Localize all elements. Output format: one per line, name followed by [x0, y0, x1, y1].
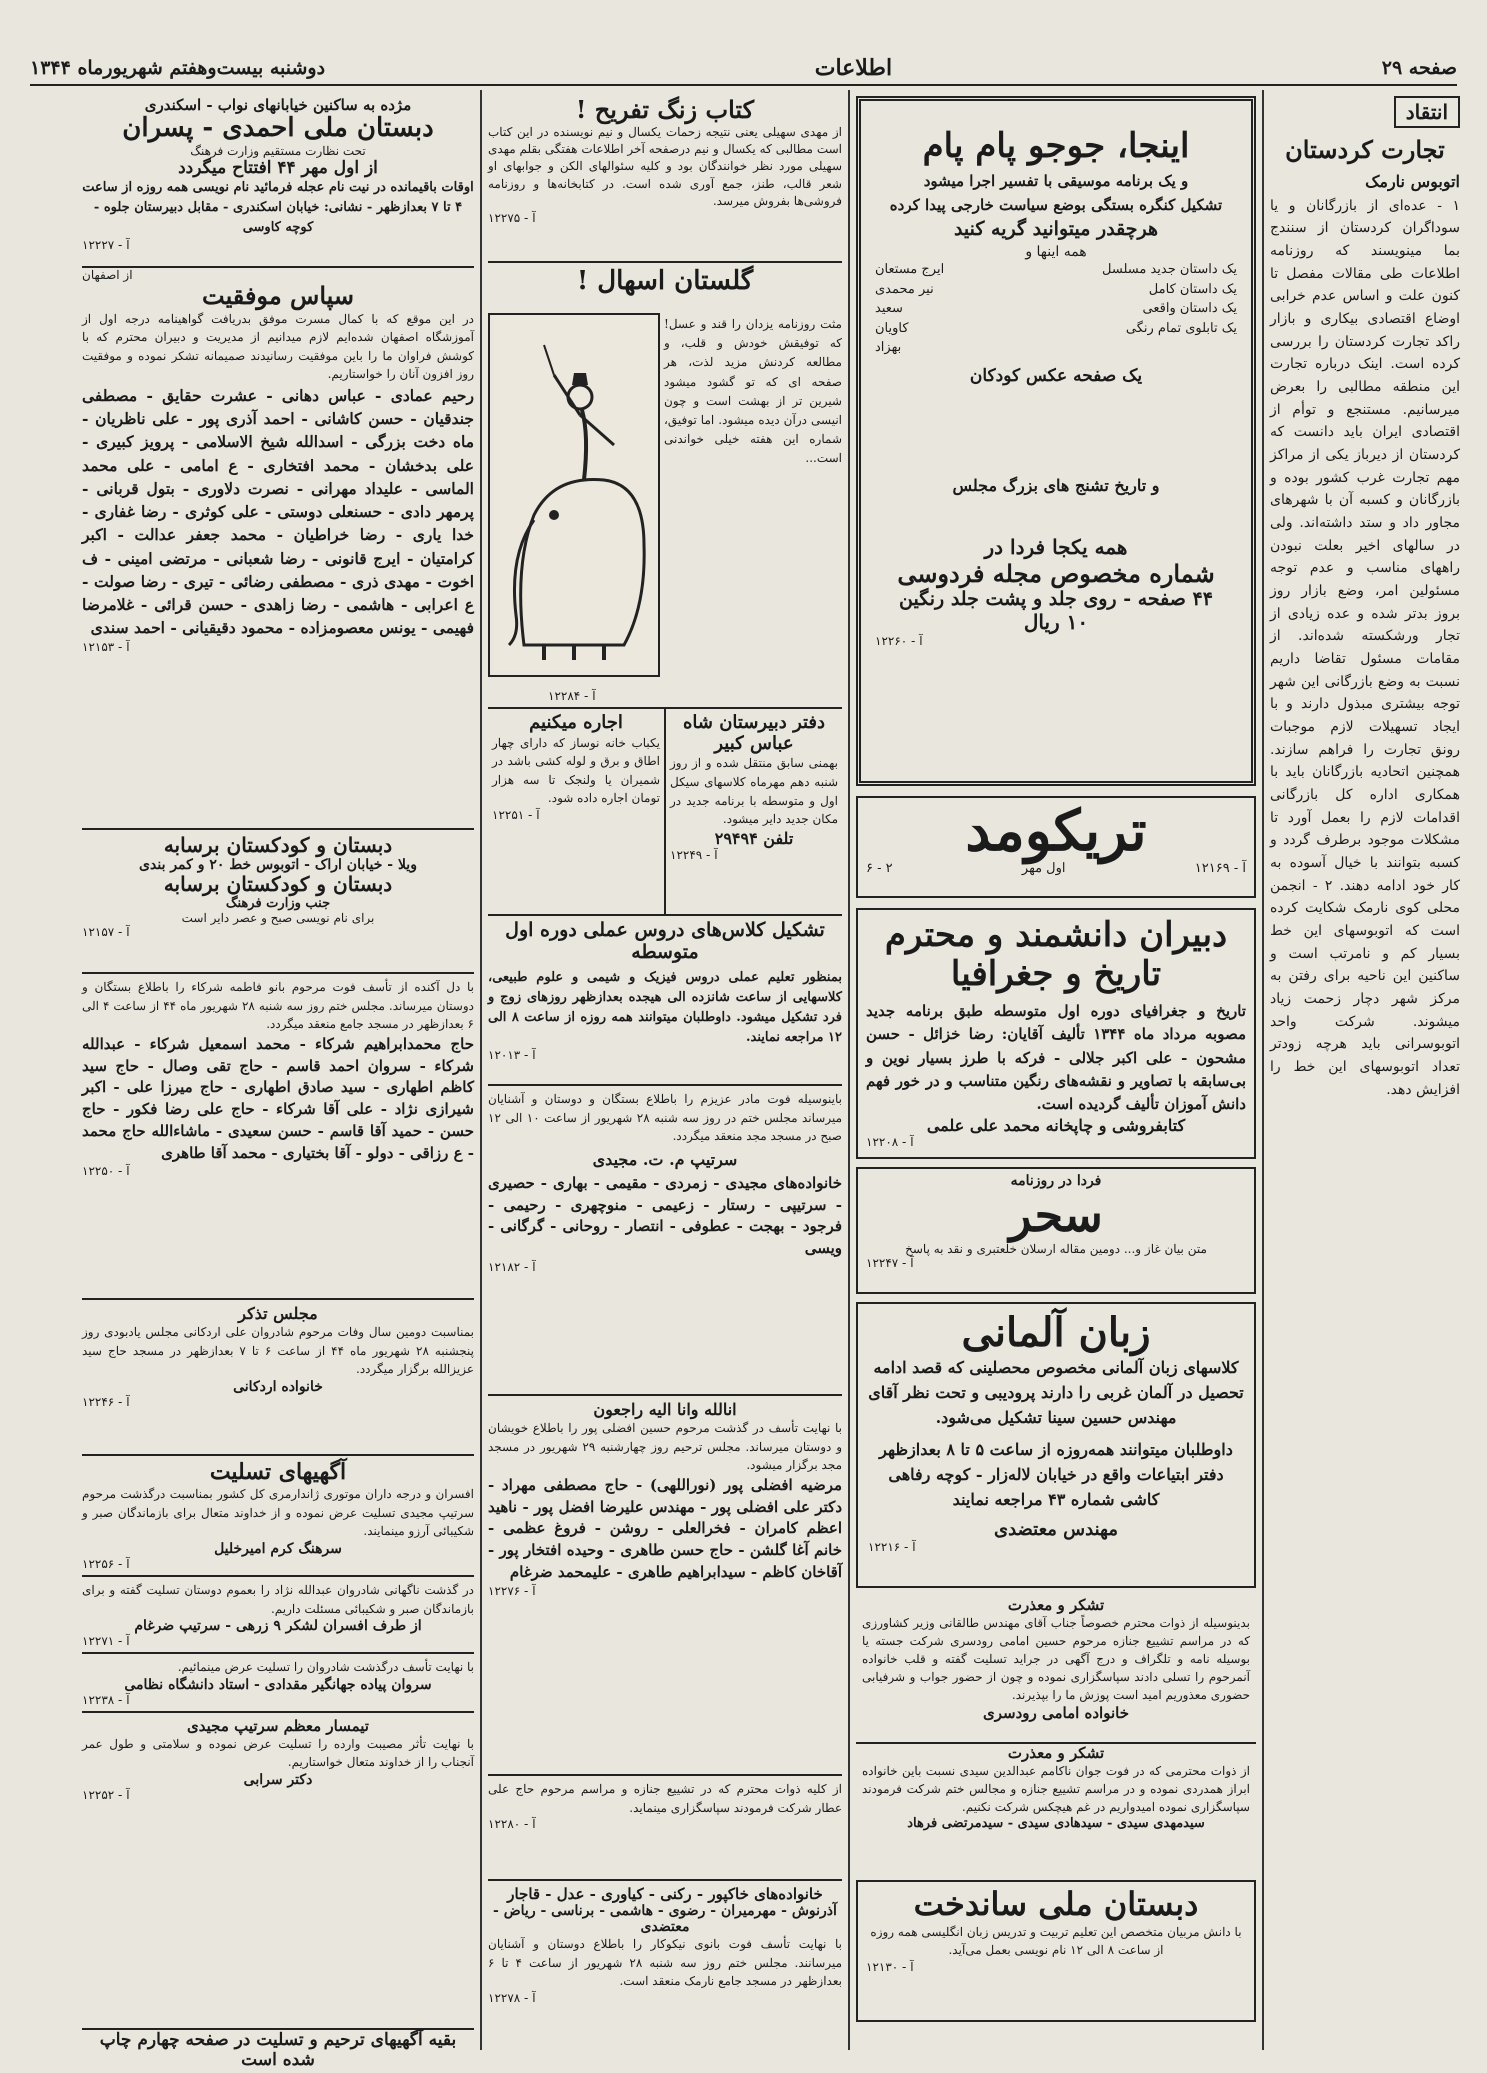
book-ad: [488, 96, 842, 263]
book-title: کتاب زنگ تفریح !: [575, 95, 755, 124]
mourning-text: باینوسیله فوت مادر عزیزم را باطلاع بستگان و دوستان و آشنایان میرساند مجلس ختم در روز سه شنبه ۲۸ شهریور از ساعت ۱۰ الی ۱۲ صبح در مسجد مجد منعقد میگردد.: [488, 1092, 843, 1144]
condolence-sign: دکتر سرابی: [243, 1772, 313, 1789]
ad-ref: آ - ۱۲۲۸۰: [488, 1817, 536, 1832]
sahar-title: سحر: [1009, 1188, 1103, 1242]
barsabeh-title: دبستان و کودکستان برسابه: [163, 833, 393, 857]
golestan-ad: [488, 267, 842, 709]
teachers-text: تاریخ و جغرافیای دوره اول متوسطه طبق برنامه جدید مصوبه مرداد ماه ۱۳۴۴ تألیف آقایان: رضا خزائل - حسن مشحون - علی اکبر جلالی - فرکه با طرز بسیار نوین و بی‌سابقه با تصاویر و نقشه‌های رنگین متناسب و در خور فهم دانش آموزان تألیف گردیده است.: [866, 1002, 1246, 1114]
condolence-sign: سروان پیاده جهانگیر مقدادی - استاد دانشگاه نظامی: [124, 1676, 432, 1693]
mourning-text: با نهایت تأسف در گذشت مرحوم حسین افضلی پور را باطلاع خویشان و دوستان میرساند. مجلس ترحیم روز چهارشنبه ۲۹ شهریور در مسجد مجد برگزار میشود.: [488, 1421, 843, 1473]
mourning-names: مرضیه افضلی پور (نوراللهی) - حاج مصطفی مهراد - دکتر علی افضلی پور - مهندس علیرضا افضل پور - ناهید اعظم کامران - فخرالعلی - روشن - فروغ عظمی - خانم آغا گلشن - حاج حسن طاهری - وحیده افتخار پور - آقاخان کاظم - سیدابراهیم طاهری - علیمحمد ضرغام: [488, 1475, 842, 1581]
book-text: از مهدی سهیلی یعنی نتیجه زحمات یکسال و نیم نویسنده در این کتاب است مطالبی که یکسال و نیم درصفحه آخر اطلاعات هفتگی بقلم مهدی سهیلی مورد نظر خوانندگان بود و کلیه سئوالهای الکن و جوابهای او شعر قالب، طنز، جمع آوری شده است. در کتابخانه‌ها و روزنامه فروشی‌ها بفروش میرسد.: [488, 124, 842, 209]
article-subtitle: اتوبوس نارمک: [1365, 171, 1460, 191]
thanks-title: سپاس موفقیت: [202, 281, 354, 310]
ferdowsi-text: و یک برنامه موسیقی با تفسیر اجرا میشود: [923, 172, 1189, 191]
ferdowsi-line: تشکیل کنگره بستگی بوضع سیاست خارجی پیدا کرده: [889, 196, 1223, 215]
ad-ref: آ - ۱۲۲۵۶: [82, 1557, 130, 1572]
ad-ref: آ - ۱۲۱۸۲: [488, 1259, 536, 1274]
condolence-text: با نهایت تأسف درگذشت شادروان را تسلیت عرض مینمائیم.: [177, 1660, 474, 1675]
page-header: [30, 52, 1457, 86]
dateline: از اصفهان: [82, 268, 133, 282]
ad-ref: آ - ۱۲۲۲۷: [82, 238, 130, 253]
thanks-ad-2: [856, 1742, 1256, 1874]
condolence-sign: سرهنگ کرم امیرخلیل: [214, 1541, 342, 1558]
barsabeh-sub: جنب وزارت فرهنگ: [225, 896, 331, 911]
condolence-text: در گذشت ناگهانی شادروان عبدالله نژاد را بعموم دوستان تسلیت گفته و برای بازماندگان صبر و شکیبائی مسئلت داریم.: [82, 1583, 474, 1616]
section-label: انتقاد: [1394, 96, 1460, 128]
condolences: [82, 1456, 474, 1802]
thanks-text: در این موقع که با کمال مسرت موفق بدریافت گواهینامه درجه اول از آموزشگاه اصفهان شده‌ایم لازم میدانیم از مدیریت و دبیران محترم که با کوشش فراوان ما را باین موفقیت رسانیدند صمیمانه تشکر نموده و موفقیت روز افزون آنان را خواستاریم.: [82, 311, 474, 382]
abbas-title: دفتر دبیرستان شاه عباس کبیر: [682, 712, 826, 754]
ad-ref: آ - ۱۲۱۵۷: [82, 925, 130, 939]
condolence-4: [82, 1711, 474, 1802]
ad-ref: آ - ۱۲۲۷۱: [82, 1634, 130, 1649]
majidi-mourning: [488, 1086, 842, 1396]
ferdowsi-foot: شماره مخصوص مجله فردوسی: [897, 558, 1215, 588]
rent-ad: [488, 709, 664, 914]
ahmadi-top: مژده به ساکنین خیابانهای نواب - اسکندری: [144, 96, 412, 114]
ad-ref: آ - ۱۲۱۵۳: [82, 639, 130, 654]
sahar-ad: [856, 1167, 1256, 1294]
ad-ref: آ - ۱۲۰۱۳: [488, 1048, 536, 1063]
column-criticism: [1270, 96, 1460, 2056]
thanks-sign: خانواده امامی رودسری: [983, 1704, 1129, 1722]
german-sign: مهندس معتضدی: [994, 1518, 1118, 1540]
sahar-text: متن بیان غاز و... دومین مقاله ارسلان خلعتبری و نقد به پاسخ: [905, 1241, 1207, 1256]
funeral-text: از کلیه ذوات محترم که در تشییع جنازه و مراسم مرحوم حاج علی عطار شرکت فرمودند سپاسگزاری مینماید.: [488, 1782, 842, 1815]
ferdowsi-title: اینجا، جوجو پام پام: [922, 126, 1190, 166]
mourning-names: حاج محمدابراهیم شرکاء - محمد اسمعیل شرکاء - عبدالله شرکاء - سروان احمد قاسم - حاج تقی وصال - حاج سید کاظم اطهاری - سید صادق اطهاری - حاج میرزا علی - اکبر شیرازی نژاد - علی آقا شرکاء - حاج علی رضا فکور - حاج حسن - حمید آقا قاسم - حسن سعیدی - ماشاءالله حاج محمد - ع رزاقی - دولو - آقا بختیاری - محمد آقا طاهری: [82, 1034, 474, 1162]
ahmadi-title: دبستان ملی احمدی - پسران: [122, 113, 434, 143]
article-body: ۱ - عده‌ای از بازرگانان و یا سوداگران کردستان از سنندج بما مینویسند که روزنامه اطلاعات طی مقالات مفصل تا کنون علت و اساس عدم خرابی اوضاع اقتصادی بیکاری و بازار راکد تجارت کردستان را بررسی کرده است. اینک درباره تجارت این منطقه مطالبی را بعرض میرسانیم. مستنجع و توأم از اقتصادی ایران باید دانست که کردستان از دیرباز یکی از مراکز مهم تجارت غرب کشور بوده و بازرگانان و کسبه آن با شهرهای مجاور داد و ستد داشته‌اند. ولی در سالهای اخیر بعلت نبودن راههای مناسب و عدم توجه مسئولین امر، وضع بازار روز بروز بدتر شده و عده زیادی از تجار ورشکسته شده‌اند. از مقامات مسئول تقاضا داریم نسبت به وضع بازرگانی این شهر توجه بیشتری مبذول دارند و با ایجاد تسهیلات لازم موجبات رونق تجارت را فراهم سازند. همچنین اتحادیه بازرگانان باید با همکاری اداره کل بازرگانی اقدامات لازم را بعمل آورد تا مشکلات موجود برطرف گردد و کسبه بتوانند با خیال آسوده به کار خود ادامه دهند. ۲ - انجمن محلی کوی نارمک شکایت کرده است که اتوبوسهای این خط بسیار کم و نامرتب است و ساکنین این ناحیه برای رفتن به مرکز شهر دچار زحمت زیاد میشوند. شرکت واحد اتوبوسرانی باید هرچه زودتر تعداد اتوبوسهای این خط را افزایش دهد.: [1270, 197, 1460, 1098]
ferdowsi-row: یک داستان کامل نیر محمدی: [875, 281, 1237, 297]
ad-ref: آ - ۱۲۱۳۰: [866, 1959, 914, 1974]
tricomed-title: تریکومد: [965, 798, 1147, 864]
abbas-school-ad: [664, 709, 842, 914]
ferdowsi-line: همه اینها و: [1025, 244, 1087, 261]
ad-ref: آ - ۱۲۲۴۶: [82, 1394, 130, 1409]
teachers-title: دبیران دانشمند و محترم: [884, 915, 1228, 955]
ad-ref: آ - ۱۲۲۳۸: [82, 1692, 130, 1707]
ahmadi-date: از اول مهر ۴۴ افتتاح میگردد: [178, 157, 378, 178]
ferdowsi-row: یک داستان واقعی سعید: [875, 301, 1237, 317]
column-rule: [1262, 90, 1264, 2050]
khakpour-mourning: [488, 1881, 842, 2009]
teachers-ad: [856, 908, 1256, 1159]
condolence-title: تیمسار معظم سرتیپ مجیدی: [187, 1716, 369, 1735]
barsabeh-line: ویلا - خیابان اراک - اتوبوس خط ۲۰ و کمر بندی: [139, 857, 417, 873]
article-title: تجارت کردستان: [1285, 135, 1445, 164]
tricomed-ad: [856, 796, 1256, 898]
ferdowsi-row: یک داستان جدید مسلسل ایرج مستعان: [875, 262, 1237, 278]
condolence-sign: از طرف افسران لشکر ۹ زرهی - سرتیپ ضرغام: [134, 1618, 422, 1635]
mourning-text: با دل آکنده از تأسف فوت مرحوم بانو فاطمه شرکاء را باطلاع بستگان و دوستان میرساند. مجلس ختم روز سه شنبه ۲۸ شهریور ماه ۴۴ از ساعت ۴ الی ۶ بعدازظهر در مسجد جامع منعقد میگردد.: [82, 980, 474, 1032]
sandokht-title: دبستان ملی ساندخت: [913, 1885, 1199, 1923]
german-ad: [856, 1302, 1256, 1588]
thanks-title: تشکر و معذرت: [1007, 1596, 1105, 1614]
ad-ref: آ - ۱۲۲۴۷: [866, 1255, 914, 1270]
german-text: کلاسهای زبان آلمانی مخصوص محصلینی که قصد ادامه تحصیل در آلمان غربی را دارند پرودیبی و تحت نظر آقای مهندس حسین سینا تشکیل می‌شود.: [868, 1358, 1244, 1427]
classes-ad: [488, 916, 842, 1086]
german-text2: داوطلبان میتوانند همه‌روزه از ساعت ۵ تا ۸ بعدازظهر دفتر ابتیاعات واقع در خیابان لاله‌زار - کوچه رفاهی کاشی شماره ۴۳ مراجعه نمایند: [879, 1440, 1233, 1509]
column-3: [488, 96, 842, 2056]
condolence-text: افسران و درجه داران موتوری ژاندارمری کل کشور بمناسبت درگذشت مرحوم سرتیپ مجیدی تسلیت عرض نموده و از خداوند متعال برای بازماندگان صبر و شکیبائی آرزو مینمایند.: [82, 1487, 474, 1539]
page-number: صفحه ۲۹: [1381, 57, 1457, 79]
memorial-sign: خانواده اردکانی: [233, 1378, 323, 1395]
column-rule: [480, 90, 482, 2050]
thanks-sign: سیدمهدی سیدی - سیدهادی سیدی - سیدمرتضی فرهاد: [907, 1816, 1205, 1831]
teachers-subtitle: تاریخ و جغرافیا: [950, 954, 1162, 995]
newspaper-name: اطلاعات: [814, 55, 893, 81]
footer-note: بقیه آگهیهای ترحیم و تسلیت در صفحه چهارم چاپ شده است: [82, 2028, 474, 2058]
ferdowsi-line: و تاریخ تشنج های بزرگ مجلس: [952, 475, 1160, 495]
thanks-names: رحیم عمادی - عباس دهانی - عشرت حقایق - مصطفی جندقیان - حسن کاشانی - احمد آذری پور - علی ناظریان - ماه دخت بزرگی - اسدالله شیخ الاسلامی - پرویز کبیری - علی بدخشان - محمد افتخاری - ع امامی - علی محمد الماسی - علیداد مهرانی - نصرت دلاوری - بتول قربانی - پرمهر دادی - حسنعلی دوستی - علی کوثری - رضا غفاری - خدا یاری - رضا خراطیان - محمد جعفر عدالت - اکبر کرامتیان - ایرج قانونی - رضا شعبانی - مرتضی امینی - ف اخوت - مهدی ذری - مصطفی رضائی - تیری - رضا صولت - ع اعرابی - هاشمی - رضا زاهدی - حسن قرائی - غلامرضا فهیمی - یونس معصومزاده - محمود دقیقیانی - احمد سندی: [82, 385, 474, 638]
ferdowsi-line: هرچقدر میتوانید گریه کنید: [953, 218, 1159, 241]
golestan-illustration: [488, 313, 660, 677]
abbas-phone: تلفن ۲۹۴۹۴: [714, 828, 794, 848]
ad-ref: آ - ۱۲۲۶۰: [875, 633, 923, 648]
sandokht-ad: [856, 1880, 1256, 2022]
ad-ref: آ - ۱۲۲۵۰: [82, 1164, 130, 1179]
golestan-text: مثت روزنامه یزدان را قند و عسل! که توفیقش خودش و قلب، و مطالعه کردنش مزید لذت، هر صفحه ای که تو گشود میشود شیرین تر از بهشت است و چون انیسی درآن دیده میشود. اما توفیق، شماره این هفته خیلی خواندنی است...: [664, 317, 842, 466]
ad-ref: آ - ۱۲۲۰۸: [866, 1135, 914, 1150]
column-rule: [848, 90, 850, 2050]
ferdowsi-row: بهزاد: [875, 340, 902, 356]
ahmadi-sub: تحت نظارت مستقیم وزارت فرهنگ: [190, 143, 366, 158]
mourning-title: انالله وانا الیه راجعون: [593, 1400, 737, 1419]
ferdowsi-foot: همه یکجا فردا در: [984, 534, 1128, 559]
barsabeh-title2: دبستان و کودکستان برسابه: [163, 872, 393, 896]
german-title: زبان آلمانی: [961, 1309, 1151, 1356]
mourning-sign: سرتیپ م. ت. مجیدی: [592, 1149, 738, 1169]
teachers-shop: کتابفروشی و چاپخانه محمد علی علمی: [926, 1116, 1186, 1136]
abbas-text: بهمنی سابق منتقل شده و از روز شنبه دهم مهرماه کلاسهای سیکل اول و متوسطه با برنامه جدید در مکان جدید دایر میشود.: [670, 756, 838, 827]
mourning-text: با نهایت تأسف فوت بانوی نیکوکار را باطلاع دوستان و آشنایان میرسانند. مجلس ختم روز سه شنبه ۲۸ شهریور از ساعت ۴ تا ۶ بعدازظهر در مسجد جامع نارمک منعقد است.: [488, 1937, 842, 1989]
rent-title: اجاره میکنیم: [529, 712, 623, 733]
issue-date: دوشنبه بیست‌وهفتم شهریورماه ۱۳۴۴: [30, 57, 326, 79]
mourning-families: خانواده‌های مجیدی - زمردی - مقیمی - بهاری - حصیری - سرتیپی - رستار - زعیمی - منوچهری - رحیمی - فرجود - بهجت - عطوفی - انتصار - روحانی - گرگانی - ویسی: [488, 1173, 842, 1258]
ad-ref: آ - ۱۲۲۴۹: [670, 847, 718, 862]
ahmadi-school-ad: [82, 96, 474, 268]
ad-ref: آ - ۱۲۲۵۲: [82, 1788, 130, 1803]
memorial-ad: [82, 1300, 474, 1456]
ad-ref: آ - ۱۲۲۷۶: [488, 1583, 536, 1598]
ferdowsi-price: ۱۰ ریال: [1023, 609, 1089, 634]
column-2: [856, 96, 1256, 2056]
ferdowsi-foot: ۴۴ صفحه - روی جلد و پشت جلد رنگین: [899, 587, 1213, 610]
thanks-ad-1: [856, 1596, 1256, 1736]
ad-ref: آ - ۱۲۲۷۵: [488, 210, 536, 225]
condolence-text: با نهایت تأثر مصیبت وارده را تسلیت عرض نموده و سلامتی و طول عمر آنجناب را از خداوند متعال خواستاریم.: [82, 1736, 474, 1770]
condolences-title: آگهیهای تسلیت: [209, 1459, 347, 1485]
ahmadi-text: اوقات باقیمانده در نیت نام عجله فرمائید نام نویسی همه روزه از ساعت ۴ تا ۷ بعدازظهر - نشانی: خیابان اسکندری - مقابل دبیرستان جلوه - کوچه کاوسی: [82, 179, 474, 236]
rent-text: یکباب خانه نوساز که دارای چهار اطاق و برق و لوله کشی باشد در شمیران یا ولنجک تا سه هزار تومان اجاره داده شود.: [492, 735, 660, 806]
barsabeh-ad: [82, 830, 474, 974]
condolence-3: [82, 1652, 474, 1707]
memorial-title: مجلس تذکر: [238, 1304, 318, 1323]
shoraka-mourning: [82, 974, 474, 1300]
barsabeh-text: برای نام نویسی صبح و عصر دایر است: [181, 911, 375, 925]
small-ads-row: [488, 709, 842, 916]
tricomed-meta: آ - ۱۲۱۶۹ اول مهر ۲ - ۶: [866, 860, 1246, 876]
ad-ref: آ - ۱۲۲۷۸: [488, 1990, 536, 2005]
ferdowsi-row: یک تابلوی تمام رنگی کاویان: [875, 320, 1237, 336]
ad-ref: آ - ۱۲۲۵۱: [492, 808, 540, 823]
thanks-text: بدینوسیله از ذوات محترم خصوصاً جناب آقای مهندس طالقانی وزیر کشاورزی که در مراسم تشییع جنازه مرحوم حسین امامی رودسری شرکت جسته یا بوسیله نامه و تلگراف و درج آگهی در جراید تسلیت گفته و قلب خانواده آنمرحوم را تسلی دادند سپاسگزاری نموده و چون از حضور جواب و شرفیابی حضوری معذوریم امید است پوزش ما را بپذیرند.: [862, 1616, 1250, 1702]
ferdowsi-ad: [856, 96, 1256, 786]
sandokht-text: با دانش مربیان متخصص این تعلیم تربیت و تدریس زبان انگلیسی همه روزه از ساعت ۸ الی ۱۲ نام نویسی بعمل می‌آید.: [870, 1924, 1242, 1958]
golestan-title: گلستان اسهال !: [576, 266, 754, 296]
condolence-2: [82, 1575, 474, 1648]
classes-text: بمنظور تعلیم عملی دروس فیزیک و شیمی و علوم طبیعی، کلاسهایی از ساعت شانزده الی هیجده بعدازظهر روزهای زوج و فرد تشکیل میشود. داوطلبان میتوانند همه روزه از ساعت ۸ الی ۱۲ مراجعه نمایند.: [488, 969, 842, 1046]
mourning-title: خانواده‌های خاکپور - رکنی - کیاوری - عدل - قاجار: [507, 1885, 823, 1903]
mourning-names: آذرنوش - مهرمیران - رضوی - هاشمی - برناسی - ریاض - معتضدی: [493, 1903, 837, 1935]
funeral-thanks: [488, 1776, 842, 1881]
thanks-text: از ذوات محترمی که در فوت جوان ناکامم عبدالدین سیدی نسبت باین خانواده ابراز همدردی نموده و در مراسم تشییع جنازه و مجالس ختم شرکت فرمودند سپاسگزاری نموده امیدواریم در غم هیچکس شرکت نکنیم.: [862, 1764, 1250, 1814]
memorial-text: بمناسبت دومین سال وفات مرحوم شادروان علی اردکانی مجلس یادبودی روز پنجشنبه ۲۸ شهریور ماه ۴۴ از ساعت ۶ تا ۷ بعدازظهر در مسجد حاج سید عزیزالله برگزار میگردد.: [82, 1325, 474, 1377]
ad-ref: آ - ۱۲۲۱۶: [868, 1539, 916, 1554]
afzali-mourning: [488, 1396, 842, 1776]
thanks-title: تشکر و معذرت: [1007, 1744, 1105, 1762]
ad-ref: آ - ۱۲۲۸۴: [548, 689, 596, 703]
classes-title: تشکیل کلاس‌های دروس عملی دوره اول متوسطه: [505, 919, 825, 963]
sahar-pre: فردا در روزنامه: [1010, 1173, 1102, 1189]
elephant-rider-illustration: [494, 315, 658, 671]
column-4: [82, 96, 474, 2056]
isfahan-thanks: [82, 268, 474, 830]
ferdowsi-line: یک صفحه عکس کودکان: [969, 365, 1143, 386]
